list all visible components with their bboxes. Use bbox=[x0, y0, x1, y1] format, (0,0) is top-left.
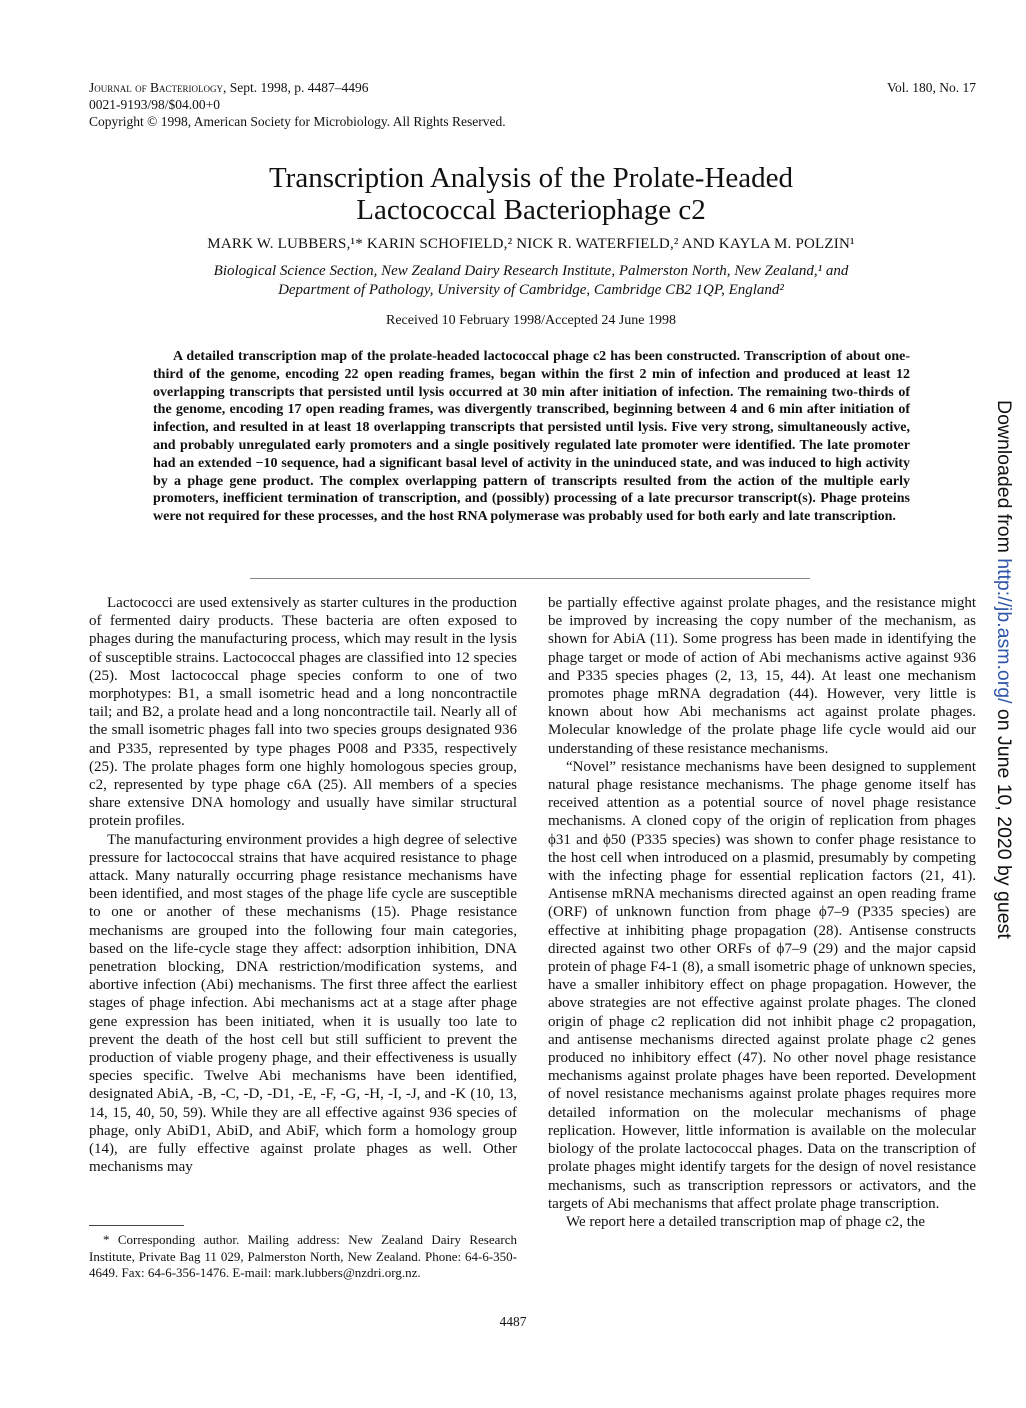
page-number: 4487 bbox=[499, 1314, 527, 1329]
article-title-line-1: Transcription Analysis of the Prolate-Headed bbox=[268, 162, 794, 194]
article-authors: MARK W. LUBBERS,¹* KARIN SCHOFIELD,² NICK R. WATERFIELD,² AND KAYLA M. POLZIN¹ bbox=[207, 236, 855, 252]
body-column-right bbox=[548, 594, 976, 1231]
download-watermark-prefix: Downloaded from bbox=[993, 400, 1015, 559]
article-title bbox=[100, 162, 962, 226]
journal-issue-info: , Sept. 1998, p. 4487–4496 bbox=[223, 80, 369, 95]
body-paragraph: Lactococci are used extensively as starter cultures in the production of fermented dairy products. These bacteria are often exposed to phages during the manufacturing process, which may result in the lysis of susceptible strains. Lactococcal phages are classified into 12 species (25). Most lactococcal phage species conform to one of two morphotypes: B1, a small isometric head and a long noncontractile tail; and B2, a prolate head and a long noncontractile tail. Nearly all of the small isometric phages fall into two species groups designated 936 and P335, represented by type phages P008 and P335, respectively (25). The prolate phages form one highly homologous species group, c2, represented by type phage c6A (25). All members of a species share extensive DNA homology and usually have similar structural protein profiles. bbox=[89, 595, 517, 830]
affiliation-line-1: Biological Science Section, New Zealand Dairy Research Institute, Palmerston North, New Zealand,¹ and bbox=[213, 263, 849, 279]
download-watermark bbox=[993, 400, 1023, 1000]
journal-copyright: Copyright © 1998, American Society for Microbiology. All Rights Reserved. bbox=[89, 114, 506, 129]
footnote-divider bbox=[89, 1225, 184, 1226]
corresponding-author-footnote: * Corresponding author. Mailing address: New Zealand Dairy Research Institute, Private Bag 11 029, Palmerston North, New Zealand. Phone: 64-6-350-4649. Fax: 64-6-356-1476. E-mail: mark.lubbers@nzdri.org.nz. bbox=[89, 1232, 517, 1280]
body-paragraph: be partially effective against prolate phages, and the resistance might be improved by increasing the copy number of the mechanism, as shown for AbiA (11). Some progress has been made in identifying the phage target or mode of action of Abi mechanisms active against 936 and P335 species phages (2, 13, 15, 44). At least one mechanism promotes phage mRNA degradation (44). However, very little is known about how Abi mechanisms act against prolate phages. Molecular knowledge of the prolate phage life cycle would aid our understanding of these resistance mechanisms. bbox=[548, 595, 976, 757]
article-affiliations bbox=[110, 262, 952, 300]
received-dates: Received 10 February 1998/Accepted 24 June 1998 bbox=[385, 313, 677, 328]
body-paragraph: “Novel” resistance mechanisms have been designed to supplement natural phage resistance mechanisms. The phage genome itself has received attention as a potential source of novel phage resistance mechanisms. A cloned copy of the origin of replication from phages ϕ31 and ϕ50 (P335 species) was shown to confer phage resistance to the host cell when introduced on a plasmid, presumably by competing with the infecting phage for essential replication factors (21, 41). Antisense mRNA mechanisms directed against an open reading frame (ORF) of unknown function from phage ϕ7–9 (P335 species) are effective at inhibiting phage propagation (28). Antisense constructs directed against two other ORFs of ϕ7–9 (29) and the major capsid protein of phage F4-1 (8), a small isometric phage of unknown species, have a smaller inhibitory effect on phage propagation. However, the above strategies are not effective against prolate phages. The cloned origin of phage c2 replication did not inhibit phage c2 propagation, and antisense mechanisms directed against prolate phage c2 genes produced no inhibitory effect (47). No other novel phage resistance mechanisms against prolate phages have been reported. Development of novel resistance mechanisms against prolate phages requires more detailed information on the molecular mechanisms of phage replication. However, little information is available on the molecular biology of the prolate lactococcal phages. Data on the transcription of prolate phages might identify targets for the design of novel resistance mechanisms, such as transcription repressors or activators, and the targets of Abi mechanisms that affect prolate phage transcription. bbox=[548, 758, 976, 1212]
journal-header bbox=[89, 79, 689, 130]
journal-name: Journal of Bacteriology bbox=[89, 80, 224, 95]
affiliation-line-2: Department of Pathology, University of Cambridge, Cambridge CB2 1QP, England² bbox=[278, 282, 784, 298]
body-paragraph: The manufacturing environment provides a high degree of selective pressure for lactococcal strains that have acquired resistance to phage attack. Many naturally occurring phage resistance mechanisms have been identified, and most stages of the phage life cycle are susceptible to one or another of these mechanisms (15). Phage resistance mechanisms are grouped into the following four main categories, based on the life-cycle stage they affect: adsorption inhibition, DNA penetration blocking, DNA restriction/modification systems, and abortive infection (Abi) mechanisms. The first three affect the earliest stages of phage infection. Abi mechanisms act at a stage after phage gene expression has been initiated, when it is usually too late to prevent the death of the host cell but still sufficient to prevent the production of viable progeny phage, and their effectiveness is usually species specific. Twelve Abi mechanisms have been identified, designated AbiA, -B, -C, -D, -D1, -E, -F, -G, -H, -I, -J, and -K (10, 13, 14, 15, 40, 50, 59). While they are all effective against 936 species of phage, only AbiD1, AbiD, and AbiF, which form a homology group (14), are fully effective against prolate phages as well. Other mechanisms may bbox=[89, 831, 517, 1176]
journal-code: 0021-9193/98/$04.00+0 bbox=[89, 97, 220, 112]
journal-site-link[interactable]: http://jb.asm.org/ bbox=[993, 558, 1015, 704]
abstract: A detailed transcription map of the prolate-headed lactococcal phage c2 has been constructed. Transcription of about one-third of the genome, encoding 22 open reading frames, began within the first 2 min of infection and produced at least 12 overlapping transcripts that persisted until lysis occurred at 30 min after initiation of infection. The remaining two-thirds of the genome, encoding 17 open reading frames, was divergently transcribed, beginning between 4 and 6 min after initiation of infection, and resulted in at least 18 overlapping transcripts that persisted until lysis. Five very strong, simultaneously active, and probably unregulated early promoters and a single positively regulated late promoter were identified. The late promoter had an extended −10 sequence, had a significant basal level of activity in the uninduced state, and was induced to high activity by a phage gene product. The complex overlapping pattern of transcripts resulted from the action of the multiple early promoters, inefficient termination of transcription, and (possibly) processing of a late precursor transcript(s). Phage proteins were not required for these processes, and the host RNA polymerase was probably used for both early and late transcription. bbox=[153, 349, 910, 525]
body-column-left bbox=[89, 594, 517, 1177]
article-title-line-2: Lactococcal Bacteriophage c2 bbox=[356, 194, 706, 226]
body-paragraph: We report here a detailed transcription map of phage c2, the bbox=[566, 1213, 926, 1230]
abstract-divider bbox=[250, 578, 810, 579]
download-watermark-suffix: on June 10, 2020 by guest bbox=[993, 703, 1015, 939]
journal-citation bbox=[89, 79, 689, 96]
journal-volume: Vol. 180, No. 17 bbox=[886, 80, 976, 95]
download-watermark-text bbox=[992, 400, 1015, 939]
